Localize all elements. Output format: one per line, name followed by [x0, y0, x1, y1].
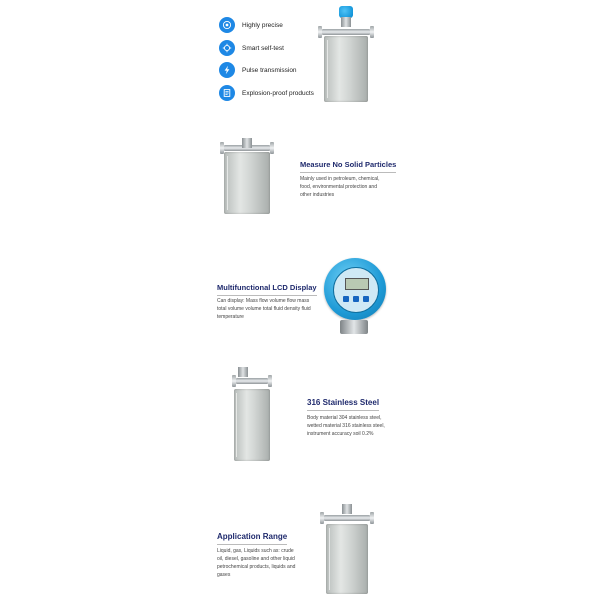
outlet-flange — [268, 375, 272, 387]
flowmeter-image-1 — [314, 6, 378, 102]
lcd-face — [333, 267, 379, 313]
meter-housing — [234, 389, 270, 461]
feature-highly-precise — [219, 17, 283, 33]
section-desc-application-range: Liquid, gas, Liquids such as: crude oil, diesel, gasoline and other liquid petrochemical products, liquids and gases — [217, 548, 296, 578]
outlet-flange — [270, 142, 274, 154]
self-test-icon — [219, 40, 235, 56]
meter-housing — [326, 524, 368, 594]
outlet-flange — [370, 512, 374, 524]
section-desc-stainless-steel: Body material 304 stainless steel, wetted material 316 stainless steel, instrument accuracy soil 0.2% — [307, 415, 385, 437]
flowmeter-image-4 — [318, 504, 376, 594]
meter-neck — [242, 138, 252, 148]
meter-pipe — [322, 29, 370, 35]
section-desc-solid-particles: Mainly used in petroleum, chemical, food, environmental protection and other industries — [300, 176, 380, 198]
feature-smart-self-test — [219, 40, 284, 56]
lightning-icon — [219, 62, 235, 78]
lcd-mount — [340, 320, 368, 334]
meter-neck — [342, 504, 352, 514]
feature-label: Pulse transmission — [242, 66, 297, 74]
meter-pipe — [236, 378, 268, 384]
precision-icon — [219, 17, 235, 33]
lcd-button — [353, 296, 359, 302]
section-title-stainless-steel: 316 Stainless Steel — [307, 398, 379, 411]
section-title-solid-particles: Measure No Solid Particles — [300, 160, 396, 173]
lcd-button — [363, 296, 369, 302]
lcd-housing — [324, 258, 386, 320]
lcd-display-unit-image — [322, 258, 386, 336]
lcd-button — [343, 296, 349, 302]
document-icon — [219, 85, 235, 101]
feature-pulse-transmission — [219, 62, 297, 78]
meter-housing — [324, 36, 368, 102]
section-title-lcd-display: Multifunctional LCD Display — [217, 283, 317, 296]
lcd-screen — [345, 278, 369, 290]
flowmeter-image-2 — [218, 138, 276, 214]
meter-neck — [238, 367, 248, 377]
flowmeter-image-3 — [230, 367, 276, 461]
section-desc-lcd-display: Can display: Mass flow volume flow mass total volume volume total fluid density fluid temperature — [217, 298, 311, 320]
feature-label: Highly precise — [242, 21, 283, 29]
meter-pipe — [324, 515, 370, 521]
feature-explosion-proof — [219, 85, 314, 101]
feature-label: Explosion-proof products — [242, 89, 314, 97]
meter-neck — [341, 17, 351, 27]
section-title-application-range: Application Range — [217, 532, 287, 545]
feature-label: Smart self-test — [242, 44, 284, 52]
meter-housing — [224, 152, 270, 214]
outlet-flange — [370, 26, 374, 38]
